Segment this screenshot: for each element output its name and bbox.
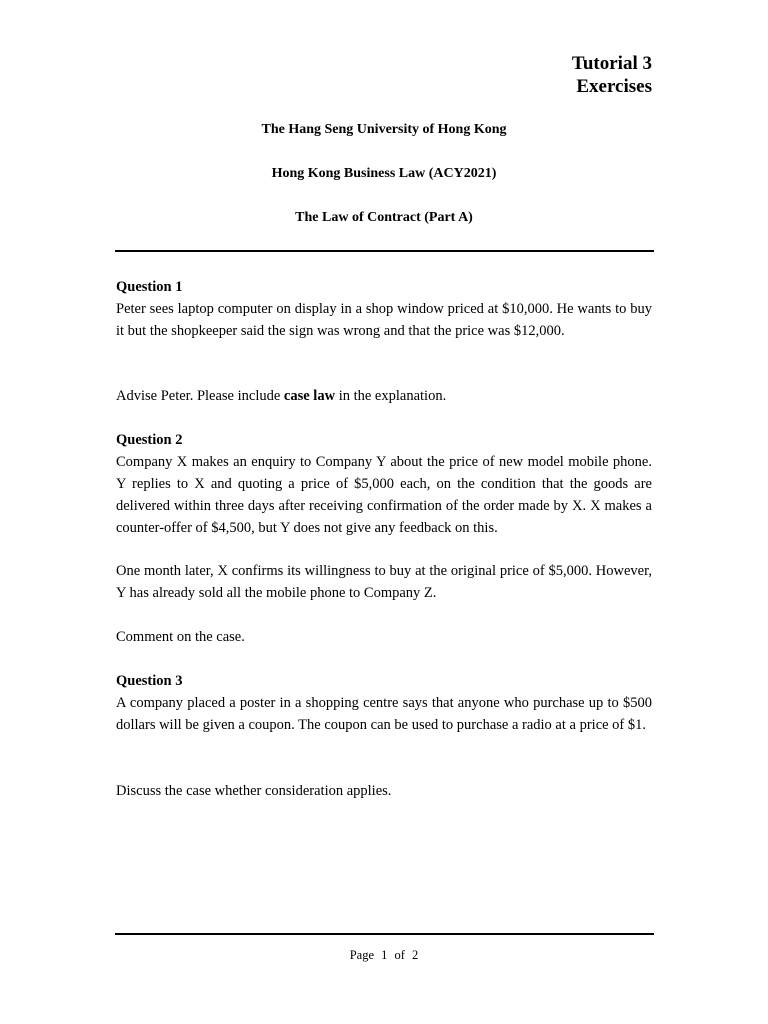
tutorial-number: Tutorial 3 [571,53,652,74]
question-1 [116,276,652,342]
question-3-instruction [116,780,652,802]
question-3-label: Question 3 [116,673,183,689]
question-3-text: A company placed a poster in a shopping centre says that anyone who purchase up to $500 dollars will be given a coupon. The coupon can be used to purchase a radio at a price of $1. [116,695,652,733]
question-2-instruction [116,626,652,648]
course-name: Hong Kong Business Law (ACY2021) [271,166,497,181]
question-3 [116,670,652,736]
question-1-text: Peter sees laptop computer on display in a shop window priced at $10,000. He wants to buy it but the shopkeeper said the sign was wrong and that the price was $12,000. [116,301,652,339]
instruction-text-end: in the explanation. [335,388,447,404]
question-2-followup [116,560,652,604]
header-divider [115,250,654,252]
university-name: The Hang Seng University of Hong Kong [261,122,507,137]
instruction-emphasis: case law [283,388,336,404]
page-number [0,948,768,963]
question-2-label: Question 2 [116,432,183,448]
question-1-instruction [116,385,652,407]
page-label: Page [349,948,374,962]
page-total: 2 [412,948,419,962]
tutorial-title [572,52,652,98]
question-2-followup-text: One month later, X confirms its willingness to buy at the original price of $5,000. However, Y has already sold all the mobile phone to Company Z. [116,563,652,601]
question-1-label: Question 1 [116,279,183,295]
tutorial-subtitle: Exercises [576,76,652,97]
question-3-instruction-text: Discuss the case whether consideration applies. [116,783,392,799]
footer-divider [115,933,654,935]
question-2-instruction-text: Comment on the case. [116,629,245,645]
question-2-text: Company X makes an enquiry to Company Y about the price of new model mobile phone. Y replies to X and quoting a price of $5,000 each, on the condition that the goods are delivered within three days after receiving confirmation of the order made by X. X makes a counter-offer of $4,500, but Y does not give any feedback on this. [116,454,652,536]
page-current: 1 [381,948,388,962]
question-2 [116,429,652,539]
page-of: of [394,948,405,962]
instruction-text-start: Advise Peter. Please include [116,388,284,404]
topic-title: The Law of Contract (Part A) [295,210,473,225]
